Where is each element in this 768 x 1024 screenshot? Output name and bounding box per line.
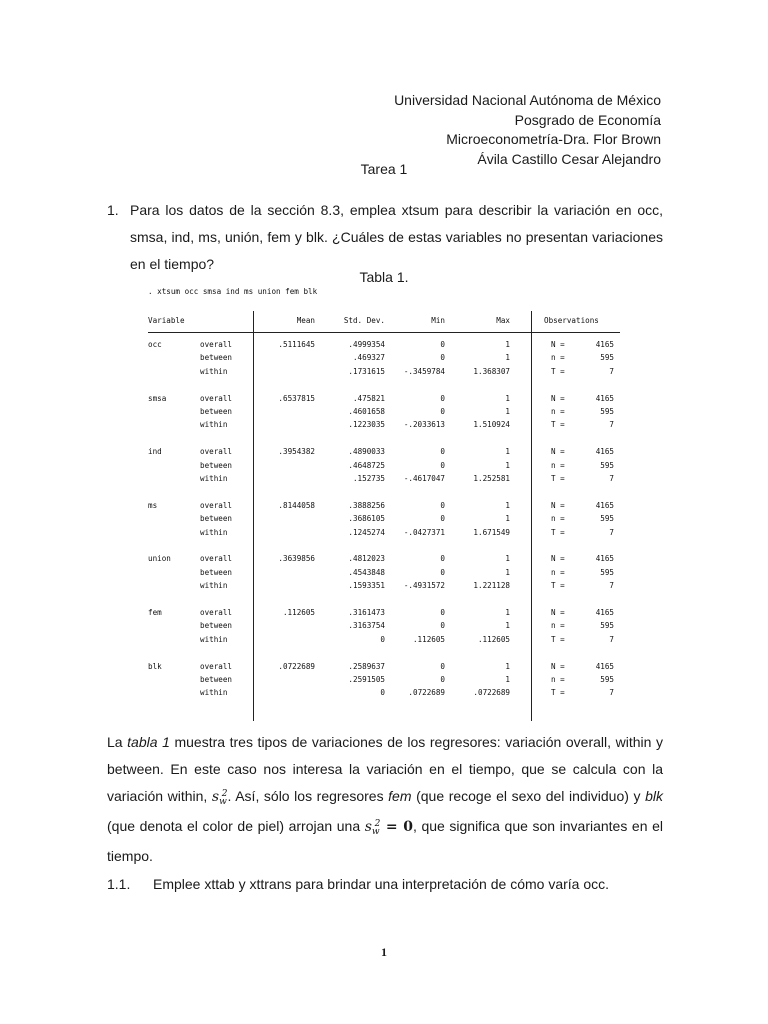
obs-count: 7 <box>609 420 614 430</box>
stat-type: within <box>200 366 228 376</box>
stat-type: overall <box>200 554 233 564</box>
table-cell-sd: .4543848 <box>348 567 385 577</box>
table-title: Tabla 1. <box>359 269 409 285</box>
variable-name: smsa <box>148 393 167 403</box>
within-variance-symbol: $s_w^2$ <box>211 789 228 807</box>
obs-label: N = <box>551 554 565 564</box>
table-cell-sd: .475821 <box>352 393 385 403</box>
table-cell-min: 0 <box>440 353 445 363</box>
obs-label: N = <box>551 447 565 457</box>
table-cell-min: -.4931572 <box>403 581 445 591</box>
obs-label: n = <box>551 460 565 470</box>
table-cell-max: 1 <box>505 393 510 403</box>
obs-count: 7 <box>609 634 614 644</box>
stat-type: overall <box>200 500 233 510</box>
obs-label: T = <box>551 688 565 698</box>
table-cell-sd: .2589637 <box>348 661 385 671</box>
stat-type: within <box>200 420 228 430</box>
question-1-1-text: Emplee xttab y xttrans para brindar una interpretación de cómo varía occ. <box>153 876 610 892</box>
variable-name: ms <box>148 500 158 510</box>
table-cell-sd: .1731615 <box>348 366 385 376</box>
table-cell-sd: .1245274 <box>348 527 385 537</box>
column-header: Max <box>496 316 510 325</box>
para-italic-fem: fem <box>388 788 412 804</box>
table-cell-max: 1 <box>505 447 510 457</box>
question-1-text: Para los datos de la sección 8.3, emplea xtsum para describir la variación en occ, smsa, ind, ms, unión, fem y blk. ¿Cuáles de estas variables no presentan variaciones en el tiempo? <box>130 202 663 272</box>
obs-count: 4165 <box>595 554 614 564</box>
obs-label: n = <box>551 621 565 631</box>
table-divider <box>531 311 532 721</box>
within-variance-zero: $s_w^2 = 0$ <box>364 819 413 837</box>
obs-label: n = <box>551 353 565 363</box>
obs-label: N = <box>551 393 565 403</box>
obs-count: 7 <box>609 474 614 483</box>
table-cell-min: .0722689 <box>408 688 445 698</box>
explanation-paragraph <box>107 729 663 870</box>
obs-count: 7 <box>609 527 614 537</box>
table-cell-mean: .5111645 <box>278 340 315 349</box>
para-text: muestra tres tipos de variaciones de los regresores: variación overall, within y between. En este caso nos interesa la variación en el tiempo, que se calcula con la variación within, <box>107 734 663 804</box>
obs-count: 4165 <box>595 661 614 671</box>
question-1-1-number: 1.1. <box>107 876 131 892</box>
stat-type: between <box>200 567 233 577</box>
table-cell-sd: .1593351 <box>348 581 385 591</box>
table-cell-min: 0 <box>440 500 445 510</box>
stat-type: within <box>200 688 228 698</box>
question-1-number: 1. <box>107 202 119 218</box>
stat-type: overall <box>200 661 233 671</box>
table-cell-sd: .152735 <box>352 474 385 483</box>
stat-type: between <box>200 353 233 363</box>
table-divider <box>253 311 254 721</box>
obs-label: T = <box>551 420 565 430</box>
variable-name: fem <box>148 608 162 617</box>
table-cell-max: 1.671549 <box>473 527 510 537</box>
table-cell-mean: .3954382 <box>278 447 315 457</box>
column-header: Variable <box>148 316 185 325</box>
column-header: Std. Dev. <box>343 316 385 325</box>
obs-count: 7 <box>609 581 614 591</box>
header-program: Posgrado de Economía <box>514 111 661 128</box>
para-text: , que significa que son invariantes en el tiempo. <box>107 818 663 864</box>
table-cell-min: 0 <box>440 675 445 684</box>
stata-command: . xtsum occ smsa ind ms union fem blk <box>148 287 318 296</box>
table-cell-mean: .112605 <box>282 608 315 617</box>
table-cell-max: 1 <box>505 340 510 349</box>
table-cell-max: .112605 <box>477 634 510 644</box>
column-header: Observations <box>544 316 599 325</box>
obs-label: n = <box>551 407 565 416</box>
obs-count: 595 <box>600 675 614 684</box>
table-cell-max: .0722689 <box>473 688 510 698</box>
obs-count: 7 <box>609 366 614 376</box>
obs-label: N = <box>551 340 565 349</box>
para-text: La <box>107 734 128 750</box>
obs-label: N = <box>551 661 565 671</box>
variable-name: union <box>148 554 171 564</box>
table-cell-max: 1 <box>505 353 510 363</box>
table-cell-min: 0 <box>440 460 445 470</box>
table-cell-max: 1 <box>505 554 510 564</box>
obs-label: N = <box>551 500 565 510</box>
table-cell-min: 0 <box>440 393 445 403</box>
header-author: Ávila Castillo Cesar Alejandro <box>477 150 661 167</box>
stat-type: between <box>200 514 233 524</box>
question-1 <box>107 197 663 278</box>
stat-type: between <box>200 407 233 416</box>
obs-label: N = <box>551 608 565 617</box>
table-cell-max: 1 <box>505 621 510 631</box>
table-cell-mean: .3639856 <box>278 554 315 564</box>
table-cell-min: 0 <box>440 514 445 524</box>
question-1-1 <box>107 876 609 892</box>
table-cell-sd: .2591505 <box>348 675 385 684</box>
table-cell-max: 1.221128 <box>473 581 510 591</box>
obs-label: n = <box>551 567 565 577</box>
table-cell-sd: .469327 <box>352 353 385 363</box>
table-cell-sd: .3686105 <box>348 514 385 524</box>
table-cell-sd: .4648725 <box>348 460 385 470</box>
table-cell-max: 1 <box>505 675 510 684</box>
table-cell-sd: .4812023 <box>348 554 385 564</box>
table-cell-sd: 0 <box>380 634 385 644</box>
table-cell-sd: .3163754 <box>348 621 385 631</box>
table-cell-min: 0 <box>440 554 445 564</box>
header-university: Universidad Nacional Autónoma de México <box>394 92 661 108</box>
column-header: Min <box>431 316 445 325</box>
stat-type: between <box>200 621 233 631</box>
stat-type: within <box>200 474 228 483</box>
obs-count: 4165 <box>595 340 614 349</box>
table-cell-max: 1 <box>505 661 510 671</box>
para-text: (que recoge el sexo del individuo) y <box>411 788 646 804</box>
para-text: . Así, sólo los regresores <box>227 788 389 804</box>
table-cell-max: 1 <box>505 514 510 524</box>
stat-type: between <box>200 460 233 470</box>
obs-count: 595 <box>600 621 614 631</box>
variable-name: blk <box>148 661 162 671</box>
obs-count: 595 <box>600 353 614 363</box>
obs-count: 4165 <box>595 393 614 403</box>
stat-type: overall <box>200 447 233 457</box>
table-cell-min: .112605 <box>412 634 445 644</box>
table-cell-min: 0 <box>440 661 445 671</box>
table-cell-min: 0 <box>440 407 445 416</box>
obs-count: 7 <box>609 688 614 698</box>
table-cell-min: 0 <box>440 621 445 631</box>
obs-label: T = <box>551 581 565 591</box>
table-cell-min: 0 <box>440 567 445 577</box>
table-cell-max: 1 <box>505 460 510 470</box>
table-cell-sd: .4999354 <box>348 340 385 349</box>
stat-type: within <box>200 634 228 644</box>
stat-type: overall <box>200 393 233 403</box>
para-italic-blk: blk <box>645 788 663 804</box>
obs-label: T = <box>551 366 565 376</box>
table-cell-max: 1.368307 <box>473 366 510 376</box>
table-cell-min: -.2033613 <box>403 420 445 430</box>
obs-label: n = <box>551 514 565 524</box>
table-cell-sd: 0 <box>380 688 385 698</box>
para-italic-tabla: tabla 1 <box>127 734 170 750</box>
assignment-title: Tarea 1 <box>360 161 408 177</box>
obs-label: T = <box>551 474 565 483</box>
header-course: Microeconometría-Dra. Flor Brown <box>446 131 661 147</box>
document-header <box>394 91 661 169</box>
para-text: (que denota el color de piel) arrojan una <box>107 818 365 834</box>
table-cell-max: 1 <box>505 407 510 416</box>
table-cell-min: -.0427371 <box>403 527 445 537</box>
stat-type: overall <box>200 608 233 617</box>
obs-count: 595 <box>600 567 614 577</box>
table-cell-min: -.3459784 <box>403 366 445 376</box>
stat-type: overall <box>200 340 233 349</box>
table-cell-sd: .3161473 <box>348 608 385 617</box>
table-cell-min: 0 <box>440 340 445 349</box>
table-cell-sd: .3888256 <box>348 500 385 510</box>
obs-count: 4165 <box>595 500 614 510</box>
obs-label: T = <box>551 634 565 644</box>
table-cell-max: 1.510924 <box>473 420 510 430</box>
table-cell-min: 0 <box>440 608 445 617</box>
variable-name: occ <box>148 340 162 349</box>
table-cell-mean: .0722689 <box>278 661 315 671</box>
obs-count: 4165 <box>595 447 614 457</box>
obs-count: 595 <box>600 460 614 470</box>
table-cell-min: 0 <box>440 447 445 457</box>
table-rule <box>148 332 620 333</box>
table-cell-max: 1 <box>505 608 510 617</box>
table-cell-sd: .4601658 <box>348 407 385 416</box>
table-cell-min: -.4617047 <box>403 474 445 483</box>
page-number: 1 <box>381 945 387 959</box>
table-cell-max: 1.252581 <box>473 474 510 483</box>
stat-type: between <box>200 675 233 684</box>
obs-count: 595 <box>600 514 614 524</box>
table-cell-max: 1 <box>505 500 510 510</box>
table-cell-max: 1 <box>505 567 510 577</box>
table-cell-mean: .8144058 <box>278 500 315 510</box>
column-header: Mean <box>296 316 315 325</box>
stat-type: within <box>200 527 228 537</box>
obs-count: 4165 <box>595 608 614 617</box>
obs-label: n = <box>551 675 565 684</box>
variable-name: ind <box>148 447 162 457</box>
table-cell-sd: .1223035 <box>348 420 385 430</box>
table-cell-sd: .4890033 <box>348 447 385 457</box>
table-cell-mean: .6537815 <box>278 393 315 403</box>
obs-label: T = <box>551 527 565 537</box>
stat-type: within <box>200 581 228 591</box>
obs-count: 595 <box>600 407 614 416</box>
